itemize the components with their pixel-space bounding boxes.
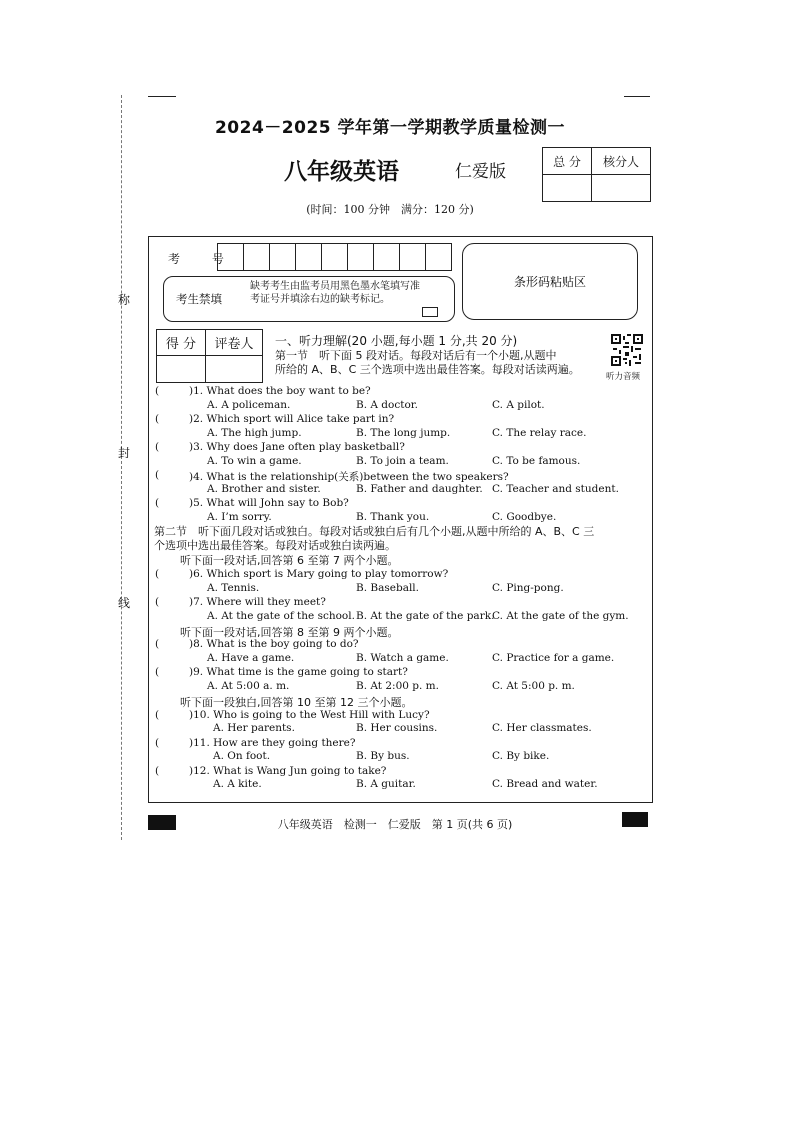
question-stem: )2. Which sport will Alice take part in? — [189, 413, 395, 425]
option-a: A. At the gate of the school. — [207, 610, 355, 622]
option-c: C. Ping-pong. — [492, 582, 564, 594]
dialogue-intro: 听下面一段对话,回答第 6 至第 7 两个小题。 — [180, 554, 399, 567]
dialogue-intro: 听下面一段对话,回答第 8 至第 9 两个小题。 — [180, 626, 399, 639]
part1-instructions: 所给的 A、B、C 三个选项中选出最佳答案。每段对话读两遍。 — [275, 363, 580, 376]
exam-title: 2024－2025 学年第一学期教学质量检测一 — [214, 118, 566, 138]
option-c: C. To be famous. — [492, 455, 581, 467]
option-a: A. A policeman. — [207, 399, 291, 411]
question-stem: )9. What time is the game going to start? — [189, 666, 408, 678]
option-c: C. Bread and water. — [492, 778, 598, 790]
option-b: B. Thank you. — [356, 511, 430, 523]
exam-number-cell[interactable] — [269, 243, 296, 271]
part2-instructions: 第二节 听下面几段对话或独白。每段对话或独白后有几个小题,从题中所给的 A、B、C 三 — [154, 525, 595, 538]
option-c: C. Teacher and student. — [492, 483, 619, 495]
question-stem: )4. What is the relationship(关系)between the two speakers? — [189, 471, 509, 483]
option-b: B. Her cousins. — [356, 722, 438, 734]
option-c: C. Goodbye. — [492, 511, 557, 523]
option-b: B. The long jump. — [356, 427, 451, 439]
binding-char: 称 — [118, 293, 131, 307]
question-stem: )5. What will John say to Bob? — [189, 497, 349, 509]
option-b: B. A guitar. — [356, 778, 416, 790]
section-title: 一、听力理解(20 小题,每小题 1 分,共 20 分) — [275, 334, 518, 348]
exam-number-cell[interactable] — [243, 243, 270, 271]
option-b: B. A doctor. — [356, 399, 418, 411]
option-a: A. At 5:00 a. m. — [207, 680, 290, 692]
option-a: A. A kite. — [213, 778, 262, 790]
exam-number-label: 考 号 — [168, 252, 238, 266]
option-b: B. By bus. — [356, 750, 410, 762]
barcode-label: 条形码粘贴区 — [513, 275, 586, 289]
option-a: A. Brother and sister. — [207, 483, 321, 495]
option-a: A. The high jump. — [207, 427, 302, 439]
grader-name-cell[interactable] — [206, 356, 263, 383]
option-b: B. At the gate of the park. — [356, 610, 495, 622]
answer-blank[interactable]: ( — [155, 385, 160, 397]
question-stem: )8. What is the boy going to do? — [189, 638, 359, 650]
part2-instructions: 个选项中选出最佳答案。每段对话或独白读两遍。 — [154, 539, 396, 552]
grader-score-cell[interactable] — [157, 356, 206, 383]
answer-blank[interactable]: ( — [155, 709, 160, 721]
exam-number-cell[interactable] — [217, 243, 244, 271]
grader-name-label: 评卷人 — [206, 330, 263, 356]
option-a: A. Her parents. — [213, 722, 295, 734]
exam-number-cell[interactable] — [373, 243, 400, 271]
question-stem: )6. Which sport is Mary going to play tomorrow? — [189, 568, 449, 580]
answer-blank[interactable]: ( — [155, 469, 160, 481]
part1-instructions: 第一节 听下面 5 段对话。每段对话后有一个小题,从题中 — [275, 349, 557, 362]
absent-label: 考生禁填 — [176, 292, 222, 306]
exam-number-cell[interactable] — [399, 243, 426, 271]
answer-blank[interactable]: ( — [155, 441, 160, 453]
time-and-score: (时间：100 分钟 满分：120 分) — [306, 203, 474, 216]
option-a: A. Have a game. — [207, 652, 295, 664]
total-score-table — [542, 147, 651, 202]
binding-line — [121, 95, 122, 840]
answer-blank[interactable]: ( — [155, 765, 160, 777]
option-b: B. Father and daughter. — [356, 483, 483, 495]
answer-blank[interactable]: ( — [155, 737, 160, 749]
absent-mark-box[interactable] — [422, 307, 438, 317]
checker-label: 核分人 — [592, 148, 651, 175]
exam-number-cells[interactable] — [218, 243, 452, 271]
monologue-intro: 听下面一段独白,回答第 10 至第 12 三个小题。 — [180, 696, 413, 709]
qr-code-icon[interactable] — [611, 334, 643, 366]
binding-char: 线 — [118, 596, 131, 610]
option-c: C. Practice for a game. — [492, 652, 615, 664]
exam-number-cell[interactable] — [321, 243, 348, 271]
exam-number-cell[interactable] — [347, 243, 374, 271]
option-b: B. To join a team. — [356, 455, 449, 467]
option-b: B. At 2:00 p. m. — [356, 680, 439, 692]
question-stem: )12. What is Wang Jun going to take? — [189, 765, 387, 777]
question-stem: )10. Who is going to the West Hill with Lucy? — [189, 709, 430, 721]
option-b: B. Baseball. — [356, 582, 420, 594]
checker-cell[interactable] — [592, 175, 651, 202]
exam-subject: 八年级英语 — [284, 159, 399, 185]
option-c: C. A pilot. — [492, 399, 545, 411]
answer-blank[interactable]: ( — [155, 596, 160, 608]
question-stem: )3. Why does Jane often play basketball? — [189, 441, 405, 453]
option-c: C. The relay race. — [492, 427, 587, 439]
option-a: A. To win a game. — [207, 455, 302, 467]
option-b: B. Watch a game. — [356, 652, 449, 664]
answer-blank[interactable]: ( — [155, 497, 160, 509]
exam-edition: 仁爱版 — [455, 162, 506, 182]
option-a: A. On foot. — [213, 750, 271, 762]
grader-score-label: 得 分 — [157, 330, 206, 356]
option-c: C. Her classmates. — [492, 722, 592, 734]
question-stem: )11. How are they going there? — [189, 737, 356, 749]
total-score-cell[interactable] — [543, 175, 592, 202]
absent-instructions: 缺考考生由监考员用黑色墨水笔填写准考证号并填涂右边的缺考标记。 — [250, 281, 420, 305]
question-stem: )7. Where will they meet? — [189, 596, 326, 608]
total-score-label: 总 分 — [543, 148, 592, 175]
answer-blank[interactable]: ( — [155, 666, 160, 678]
answer-blank[interactable]: ( — [155, 638, 160, 650]
qr-label: 听力音频 — [606, 372, 641, 382]
top-left-rule — [148, 96, 176, 97]
question-stem: )1. What does the boy want to be? — [189, 385, 371, 397]
option-c: C. At the gate of the gym. — [492, 610, 629, 622]
option-a: A. I’m sorry. — [207, 511, 272, 523]
answer-blank[interactable]: ( — [155, 568, 160, 580]
option-c: C. At 5:00 p. m. — [492, 680, 575, 692]
option-c: C. By bike. — [492, 750, 550, 762]
exam-number-cell[interactable] — [295, 243, 322, 271]
binding-char: 封 — [118, 446, 131, 460]
option-a: A. Tennis. — [207, 582, 260, 594]
answer-blank[interactable]: ( — [155, 413, 160, 425]
grader-table — [156, 329, 263, 383]
page-footer: 八年级英语 检测一 仁爱版 第 1 页(共 6 页) — [277, 818, 513, 831]
barcode-area — [462, 243, 638, 320]
top-right-rule — [624, 96, 650, 97]
exam-number-cell[interactable] — [425, 243, 452, 271]
